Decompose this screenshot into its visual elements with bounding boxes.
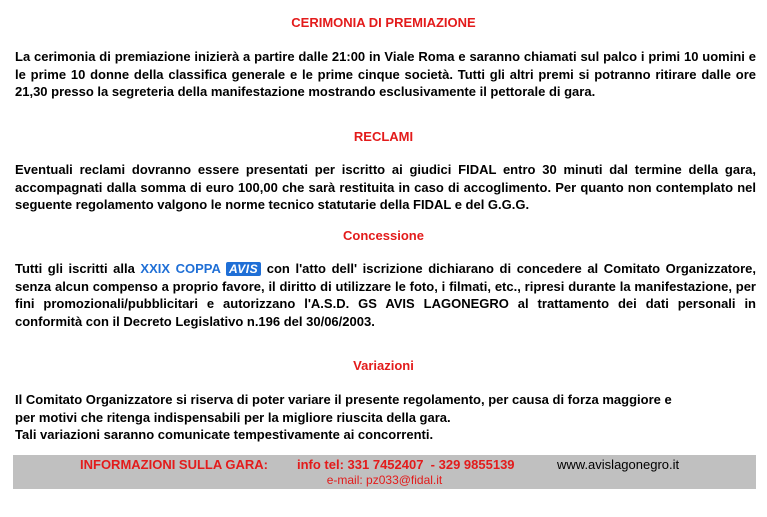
info-bar — [13, 455, 756, 489]
avis-logo: AVIS — [226, 262, 261, 276]
reclami-text: Eventuali reclami dovranno essere presentati per iscritto ai giudici FIDAL entro 30 minuti dal termine della gara, accompagnati dalla somma di euro 100,00 che sarà restituita in caso di accoglimento. Per quanto non contemplato nel seguente regolamento valgono le norme tecnico statutarie della FIDAL e del G.G.G. — [15, 162, 756, 212]
variazioni-title: Variazioni — [353, 358, 414, 373]
reclami-title: RECLAMI — [353, 129, 414, 144]
cerimonia-text: La cerimonia di premiazione inizierà a partire dalle 21:00 in Viale Roma e saranno chiamati sul palco i primi 10 uomini e le prime 10 donne della classifica generale e le prime cinque società. Tutti gli altri premi si potranno ritirare dalle ore 21,30 presso la segreteria della manifestazione mostrando esclusivamente il pettorale di gara. — [15, 49, 756, 99]
website-link[interactable]: www.avislagonegro.it — [557, 457, 680, 472]
email-link[interactable]: e-mail: pz033@fidal.it — [326, 473, 443, 487]
variazioni-line3: Tali variazioni saranno comunicate tempestivamente ai concorrenti. — [15, 427, 434, 442]
coppa-name: XXIX COPPA — [140, 261, 221, 276]
variazioni-line2: per motivi che ritenga indispensabili per la migliore riuscita della gara. — [15, 409, 451, 425]
concessione-text — [15, 260, 756, 330]
info-tel: info tel: 331 7452407 - 329 9855139 — [297, 457, 515, 472]
concessione-text-pre: Tutti gli iscritti alla — [15, 261, 141, 276]
concessione-title: Concessione — [343, 228, 424, 243]
cerimonia-title: CERIMONIA DI PREMIAZIONE — [291, 15, 476, 30]
info-label: INFORMAZIONI SULLA GARA: — [80, 457, 268, 472]
variazioni-line1: Il Comitato Organizzatore si riserva di poter variare il presente regolamento, per causa di forza maggiore e — [15, 392, 672, 407]
concessione-text-post: con l'atto dell' iscrizione dichiarano di concedere al Comitato Organizzatore, senza alcun compenso a proprio favore, il diritto di utilizzare le foto, i filmati, etc., ripresi durante la manifestazione, per fini promozionali/pubblicitari e autorizzano l'A.S.D. GS AVIS LAGONEGRO al trattamento dei dati personali in conformità con il Decreto Legislativo n.196 del 30/06/2003. — [15, 261, 756, 329]
variazioni-text — [15, 391, 756, 444]
